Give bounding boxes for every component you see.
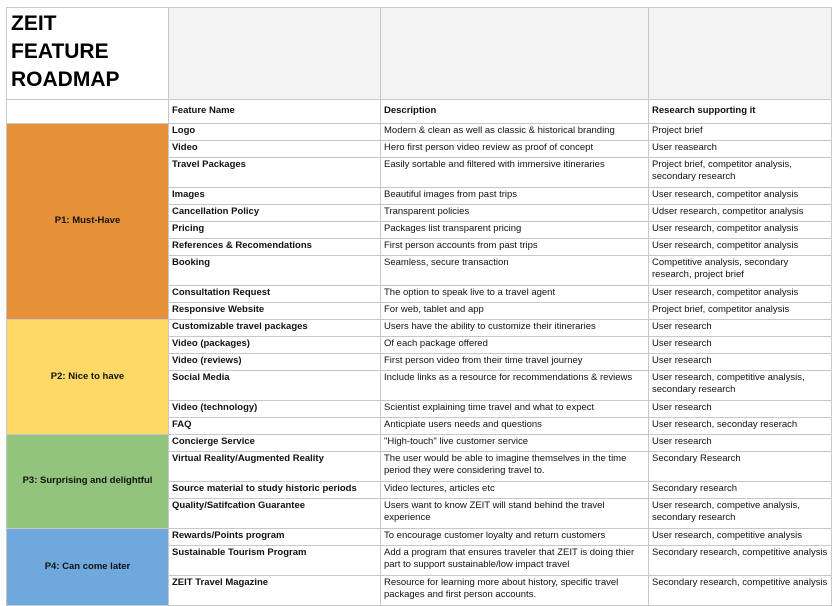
feature-name-cell: Customizable travel packages — [169, 320, 381, 337]
description-cell: First person accounts from past trips — [381, 239, 649, 256]
description-cell: The user would be able to imagine themselves in the time period they were considering travel to. — [381, 452, 649, 482]
feature-name-cell: Video — [169, 141, 381, 158]
title-row — [7, 8, 832, 100]
priority-p3-cell: P3: Surprising and delightful — [7, 435, 169, 529]
research-header: Research supporting it — [649, 100, 832, 124]
description-cell: Anticpiate users needs and questions — [381, 418, 649, 435]
description-cell: Transparent policies — [381, 205, 649, 222]
research-cell: User research — [649, 320, 832, 337]
research-cell: Project brief — [649, 124, 832, 141]
research-cell: Secondary research, competitive analysis — [649, 546, 832, 576]
research-cell: User research — [649, 337, 832, 354]
research-cell: Project brief, competitor analysis, secondary research — [649, 158, 832, 188]
feature-name-cell: References & Recomendations — [169, 239, 381, 256]
empty-cell — [169, 8, 381, 100]
research-cell: User reasearch — [649, 141, 832, 158]
description-cell: Modern & clean as well as classic & historical branding — [381, 124, 649, 141]
page-title: ZEIT FEATURE ROADMAP — [7, 8, 169, 100]
description-header: Description — [381, 100, 649, 124]
feature-name-cell: Virtual Reality/Augmented Reality — [169, 452, 381, 482]
header-row — [7, 100, 832, 124]
table-row — [7, 435, 832, 452]
feature-name-cell: Logo — [169, 124, 381, 141]
research-cell: User research, competitor analysis — [649, 286, 832, 303]
research-cell: Secondary research — [649, 482, 832, 499]
priority-p2-cell: P2: Nice to have — [7, 320, 169, 435]
feature-name-cell: Images — [169, 188, 381, 205]
research-cell: User research — [649, 401, 832, 418]
description-cell: Include links as a resource for recommendations & reviews — [381, 371, 649, 401]
description-cell: Add a program that ensures traveler that ZEIT is doing thier part to support sustainable/low impact travel — [381, 546, 649, 576]
description-cell: The option to speak live to a travel agent — [381, 286, 649, 303]
research-cell: User research, competitor analysis — [649, 188, 832, 205]
description-cell: Users have the ability to customize their itineraries — [381, 320, 649, 337]
research-cell: Secondary Research — [649, 452, 832, 482]
description-cell: Of each package offered — [381, 337, 649, 354]
feature-name-cell: Responsive Website — [169, 303, 381, 320]
feature-name-cell: Pricing — [169, 222, 381, 239]
feature-name-cell: Social Media — [169, 371, 381, 401]
feature-name-cell: Consultation Request — [169, 286, 381, 303]
research-cell: Project brief, competitor analysis — [649, 303, 832, 320]
feature-name-cell: Concierge Service — [169, 435, 381, 452]
feature-name-cell: Video (technology) — [169, 401, 381, 418]
feature-name-cell: Source material to study historic periods — [169, 482, 381, 499]
research-cell: User research, competitive analysis, secondary research — [649, 371, 832, 401]
description-cell: Beautiful images from past trips — [381, 188, 649, 205]
research-cell: User research, competitor analysis — [649, 239, 832, 256]
feature-name-cell: Travel Packages — [169, 158, 381, 188]
research-cell: Secondary research, competitive analysis — [649, 576, 832, 606]
table-row — [7, 320, 832, 337]
research-cell: User research, seconday reserach — [649, 418, 832, 435]
research-cell: User research, competitor analysis — [649, 222, 832, 239]
feature-roadmap-table — [6, 7, 832, 606]
feature-name-cell: Video (packages) — [169, 337, 381, 354]
feature-name-cell: FAQ — [169, 418, 381, 435]
empty-header-cell — [7, 100, 169, 124]
description-cell: Hero first person video review as proof of concept — [381, 141, 649, 158]
table-row — [7, 529, 832, 546]
description-cell: For web, tablet and app — [381, 303, 649, 320]
table-row — [7, 124, 832, 141]
description-cell: Video lectures, articles etc — [381, 482, 649, 499]
empty-cell — [381, 8, 649, 100]
description-cell: Packages list transparent pricing — [381, 222, 649, 239]
description-cell: Resource for learning more about history, specific travel packages and first person accounts. — [381, 576, 649, 606]
feature-name-cell: ZEIT Travel Magazine — [169, 576, 381, 606]
research-cell: User research — [649, 354, 832, 371]
description-cell: Seamless, secure transaction — [381, 256, 649, 286]
feature-name-cell: Rewards/Points program — [169, 529, 381, 546]
description-cell: Users want to know ZEIT will stand behind the travel experience — [381, 499, 649, 529]
description-cell: Easily sortable and filtered with immersive itineraries — [381, 158, 649, 188]
research-cell: User research, competitive analysis — [649, 529, 832, 546]
research-cell: Udser research, competitor analysis — [649, 205, 832, 222]
empty-cell — [649, 8, 832, 100]
feature-name-cell: Cancellation Policy — [169, 205, 381, 222]
feature-name-header: Feature Name — [169, 100, 381, 124]
research-cell: User research, competive analysis, secondary research — [649, 499, 832, 529]
research-cell: Competitive analysis, secondary research, project brief — [649, 256, 832, 286]
feature-name-cell: Sustainable Tourism Program — [169, 546, 381, 576]
description-cell: "High-touch" live customer service — [381, 435, 649, 452]
feature-name-cell: Video (reviews) — [169, 354, 381, 371]
feature-name-cell: Quality/Satifcation Guarantee — [169, 499, 381, 529]
feature-name-cell: Booking — [169, 256, 381, 286]
priority-p4-cell: P4: Can come later — [7, 529, 169, 606]
description-cell: First person video from their time travel journey — [381, 354, 649, 371]
description-cell: To encourage customer loyalty and return customers — [381, 529, 649, 546]
research-cell: User research — [649, 435, 832, 452]
priority-p1-cell: P1: Must-Have — [7, 124, 169, 320]
description-cell: Scientist explaining time travel and what to expect — [381, 401, 649, 418]
